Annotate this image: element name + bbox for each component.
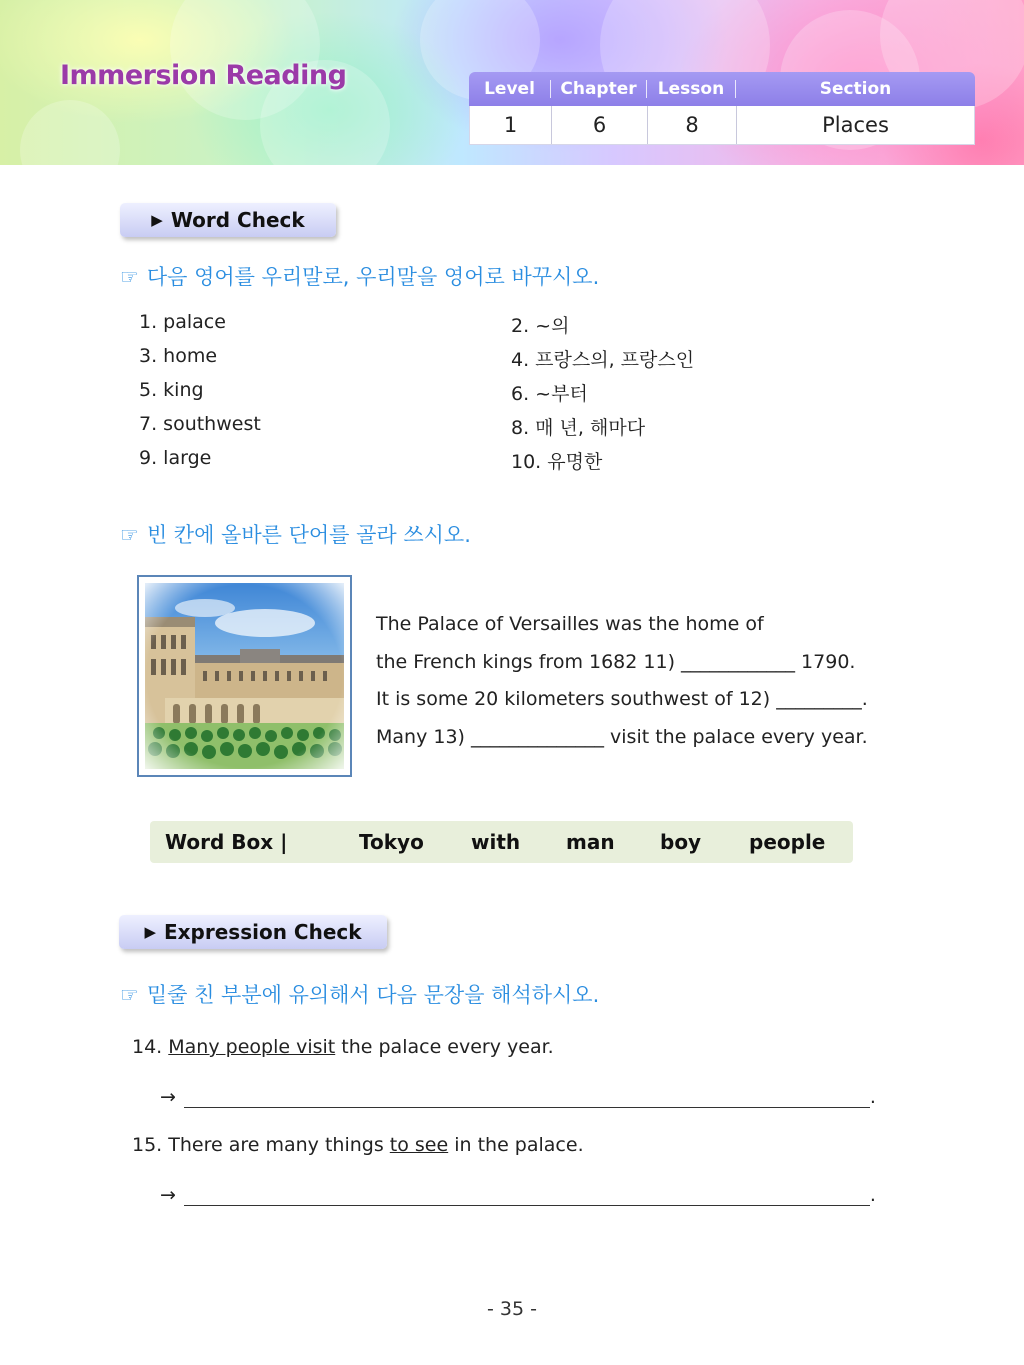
word-item: 3. home [139,345,218,367]
expression-instruction-text: 밑줄 친 부분에 유의해서 다음 문장을 해석하시오. [146,983,600,1007]
answer-blank[interactable] [184,1087,870,1108]
answer-line-14[interactable] [160,1086,876,1108]
word-box-option: with [471,830,521,854]
question-15-prefix: 15. There are many things [132,1134,390,1156]
expression-check-button[interactable] [119,915,387,949]
word-box-option: people [749,830,826,854]
word-check-instruction-text: 다음 영어를 우리말로, 우리말을 영어로 바꾸시오. [146,265,600,289]
play-triangle-icon: ▶ [151,211,163,229]
lesson-info-values [469,106,975,145]
word-item: 7. southwest [139,413,261,435]
word-item: 5. king [139,379,204,401]
question-14 [132,1036,554,1058]
arrow-icon: → [160,1086,176,1108]
page-number: - 35 - [487,1298,537,1320]
answer-line-15[interactable] [160,1184,876,1206]
section-header: Section [819,79,892,99]
passage-line: The Palace of Versailles was the home of [376,613,764,635]
word-box-option: boy [660,830,702,854]
passage-line: the French kings from 1682 11) ____________ 1790. [376,651,856,673]
fill-blank-instruction-text: 빈 칸에 올바른 단어를 골라 쓰시오. [146,523,471,547]
question-15 [132,1134,584,1156]
lesson-value: 8 [648,106,737,144]
chapter-value: 6 [552,106,648,144]
pointing-hand-icon: ☞ [120,265,139,289]
pointing-hand-icon: ☞ [120,983,139,1007]
fill-blank-instruction [120,519,471,549]
question-14-rest: the palace every year. [335,1036,554,1058]
chapter-header: Chapter [551,80,647,98]
word-box-option: man [566,830,615,854]
decor-bubble [20,100,120,200]
question-14-number: 14. [132,1036,163,1058]
level-header: Level [469,80,551,98]
answer-blank[interactable] [184,1185,870,1206]
passage-line: It is some 20 kilometers southwest of 12) _________. [376,688,868,710]
word-item: 4. 프랑스의, 프랑스인 [511,349,695,371]
play-triangle-icon: ▶ [144,923,156,941]
word-check-label: Word Check [170,208,305,232]
lesson-info-table [469,72,975,144]
word-item: 1. palace [139,311,226,333]
word-item: 2. ~의 [511,315,570,337]
question-15-underlined: to see [389,1134,449,1156]
passage-line: Many 13) ______________ visit the palace every year. [376,726,868,748]
arrow-icon: → [160,1184,176,1206]
word-item: 9. large [139,447,212,469]
lesson-info-header [469,72,975,106]
word-box-label: Word Box | [165,830,288,854]
word-box [150,821,853,863]
book-title: Immersion Reading [60,60,347,91]
question-15-rest: in the palace. [448,1134,584,1156]
word-check-instruction [120,261,599,291]
word-check-button[interactable] [120,203,336,237]
word-box-option: Tokyo [359,830,424,854]
answer-period: . [869,1184,876,1206]
expression-instruction [120,979,599,1009]
expression-check-label: Expression Check [163,920,362,944]
pointing-hand-icon: ☞ [120,523,139,547]
word-item: 10. 유명한 [511,451,603,473]
answer-period: . [869,1086,876,1108]
versailles-photo [137,575,352,777]
word-item: 8. 매 년, 해마다 [511,417,646,439]
word-item: 6. ~부터 [511,383,588,405]
lesson-header: Lesson [647,80,736,98]
palace-illustration [145,583,344,769]
section-value: Places [822,113,889,137]
question-14-underlined: Many people visit [168,1036,336,1058]
header-banner [0,0,1024,165]
level-value: 1 [470,106,552,144]
